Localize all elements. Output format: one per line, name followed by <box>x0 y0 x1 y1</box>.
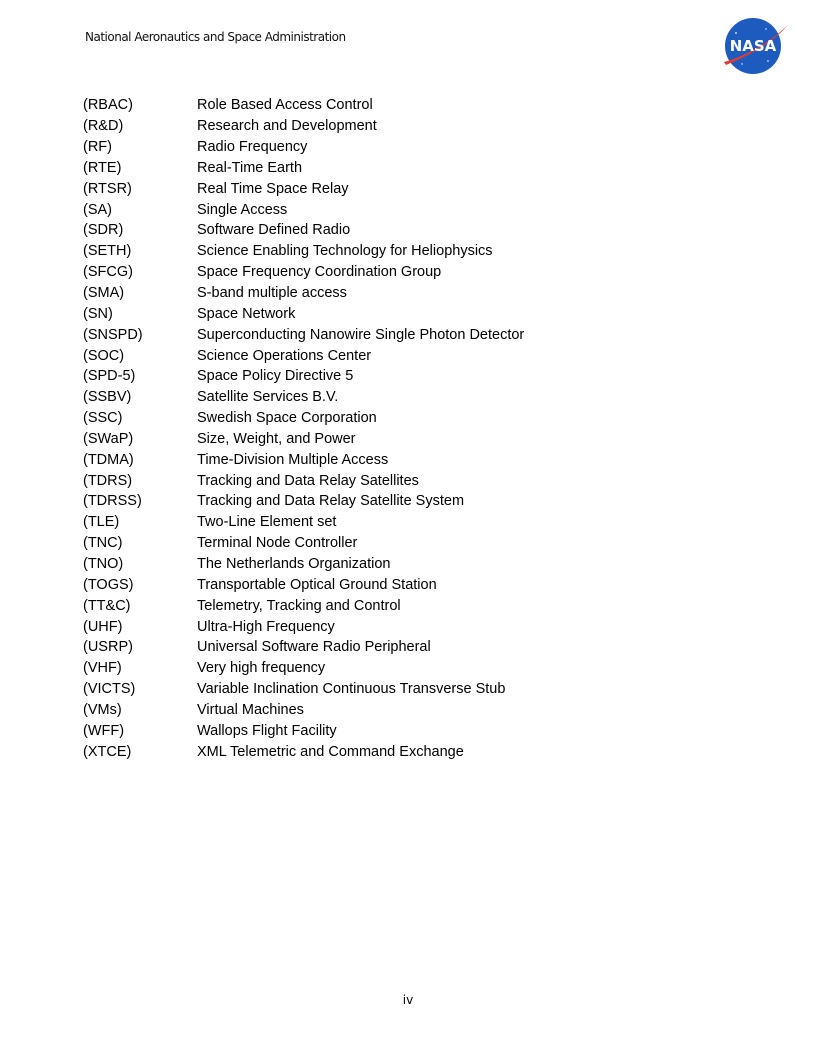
acronym-row <box>83 178 683 199</box>
acronym-abbreviation: (SNSPD) <box>83 326 143 343</box>
acronym-definition: Swedish Space Corporation <box>197 410 377 427</box>
acronym-row <box>83 387 683 408</box>
acronym-row <box>83 658 683 679</box>
acronym-definition: Superconducting Nanowire Single Photon Detector <box>197 326 525 343</box>
acronym-definition: Size, Weight, and Power <box>197 430 356 447</box>
acronym-row <box>83 720 683 741</box>
acronym-row <box>83 449 683 470</box>
acronym-definition: Time-Division Multiple Access <box>197 451 389 468</box>
acronym-row <box>83 616 683 637</box>
logo-text: NASA <box>729 37 777 55</box>
acronym-row <box>83 366 683 387</box>
acronym-definition: Transportable Optical Ground Station <box>197 576 437 593</box>
acronym-definition: Ultra-High Frequency <box>197 618 335 635</box>
acronym-abbreviation: (SOC) <box>83 347 125 364</box>
acronym-definition: Terminal Node Controller <box>197 535 358 552</box>
acronym-definition: Tracking and Data Relay Satellite System <box>197 493 465 510</box>
acronym-abbreviation: (RTE) <box>83 159 122 176</box>
acronym-list <box>83 95 683 762</box>
acronym-row <box>83 345 683 366</box>
acronym-definition: Universal Software Radio Peripheral <box>197 639 431 656</box>
acronym-row <box>83 220 683 241</box>
acronym-row <box>83 554 683 575</box>
acronym-row <box>83 199 683 220</box>
acronym-row <box>83 512 683 533</box>
acronym-abbreviation: (TLE) <box>83 514 120 531</box>
acronym-row <box>83 283 683 304</box>
acronym-row <box>83 158 683 179</box>
acronym-definition: Science Operations Center <box>197 347 372 364</box>
acronym-row <box>83 679 683 700</box>
acronym-abbreviation: (SETH) <box>83 243 132 260</box>
acronym-definition: Space Policy Directive 5 <box>197 368 354 385</box>
acronym-abbreviation: (RTSR) <box>83 180 132 197</box>
acronym-abbreviation: (TDMA) <box>83 451 134 468</box>
acronym-abbreviation: (SPD-5) <box>83 368 136 385</box>
acronym-row <box>83 574 683 595</box>
acronym-definition: Satellite Services B.V. <box>197 389 339 406</box>
acronym-definition: Space Network <box>197 305 296 322</box>
acronym-row <box>83 741 683 762</box>
acronym-row <box>83 699 683 720</box>
acronym-definition: Software Defined Radio <box>197 222 351 239</box>
acronym-abbreviation: (RBAC) <box>83 97 133 114</box>
acronym-row <box>83 637 683 658</box>
acronym-row <box>83 429 683 450</box>
acronym-definition: Single Access <box>197 201 288 218</box>
acronym-abbreviation: (TNC) <box>83 535 123 552</box>
acronym-row <box>83 303 683 324</box>
acronym-abbreviation: (UHF) <box>83 618 123 635</box>
acronym-row <box>83 241 683 262</box>
acronym-definition: Virtual Machines <box>197 701 304 718</box>
acronym-abbreviation: (SSC) <box>83 410 123 427</box>
acronym-abbreviation: (SFCG) <box>83 264 133 281</box>
acronym-row <box>83 95 683 116</box>
acronym-abbreviation: (RF) <box>83 139 112 156</box>
acronym-abbreviation: (WFF) <box>83 722 125 739</box>
acronym-row <box>83 324 683 345</box>
acronym-definition: Two-Line Element set <box>197 514 337 531</box>
acronym-abbreviation: (TNO) <box>83 555 124 572</box>
acronym-row <box>83 491 683 512</box>
acronym-abbreviation: (USRP) <box>83 639 133 656</box>
acronym-row <box>83 137 683 158</box>
acronym-abbreviation: (TDRS) <box>83 472 133 489</box>
acronym-abbreviation: (SN) <box>83 305 113 322</box>
acronym-definition: Science Enabling Technology for Heliophysics <box>197 243 493 260</box>
acronym-row <box>83 595 683 616</box>
acronym-definition: Tracking and Data Relay Satellites <box>197 472 419 489</box>
nasa-logo <box>722 17 790 75</box>
acronym-definition: Real-Time Earth <box>197 159 303 176</box>
acronym-definition: The Netherlands Organization <box>197 555 391 572</box>
acronym-abbreviation: (SDR) <box>83 222 124 239</box>
acronym-definition: Telemetry, Tracking and Control <box>197 597 401 614</box>
acronym-abbreviation: (TDRSS) <box>83 493 142 510</box>
acronym-definition: S-band multiple access <box>197 285 347 302</box>
acronym-definition: Radio Frequency <box>197 139 308 156</box>
acronym-definition: Real Time Space Relay <box>197 180 349 197</box>
acronym-definition: Very high frequency <box>197 660 326 677</box>
acronym-definition: Role Based Access Control <box>197 97 373 114</box>
acronym-row <box>83 116 683 137</box>
acronym-abbreviation: (XTCE) <box>83 743 132 760</box>
acronym-row <box>83 262 683 283</box>
acronym-abbreviation: (SWaP) <box>83 430 134 447</box>
acronym-row <box>83 408 683 429</box>
page-number: iv <box>402 993 414 1007</box>
acronym-abbreviation: (TT&C) <box>83 597 131 614</box>
acronym-abbreviation: (SMA) <box>83 285 125 302</box>
acronym-abbreviation: (VMs) <box>83 701 122 718</box>
acronym-abbreviation: (SA) <box>83 201 112 218</box>
acronym-definition: Research and Development <box>197 118 377 135</box>
acronym-definition: Variable Inclination Continuous Transverse Stub <box>197 681 506 698</box>
acronym-definition: Space Frequency Coordination Group <box>197 264 442 281</box>
acronym-definition: XML Telemetric and Command Exchange <box>197 743 464 760</box>
header-title: National Aeronautics and Space Administration <box>85 30 346 44</box>
acronym-abbreviation: (SSBV) <box>83 389 132 406</box>
acronym-abbreviation: (VHF) <box>83 660 122 677</box>
acronym-abbreviation: (R&D) <box>83 118 124 135</box>
acronym-row <box>83 470 683 491</box>
acronym-abbreviation: (VICTS) <box>83 681 136 698</box>
acronym-row <box>83 533 683 554</box>
acronym-abbreviation: (TOGS) <box>83 576 134 593</box>
acronym-definition: Wallops Flight Facility <box>197 722 337 739</box>
